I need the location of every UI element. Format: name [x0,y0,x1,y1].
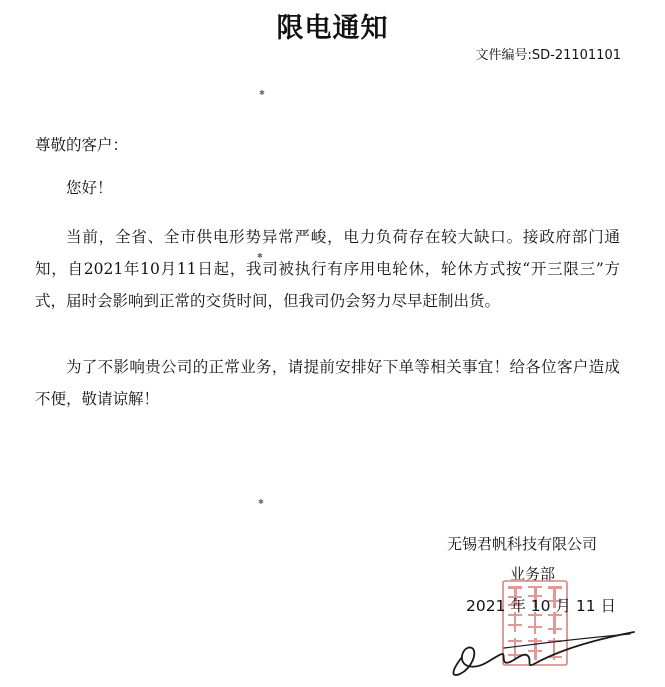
page-title: 限电通知 [276,13,389,44]
greeting: 您好！ [66,179,113,197]
department-name: 业务部 [510,565,556,583]
paragraph-notice: 当前，全省、全市供电形势异常严峻，电力负荷存在较大缺口。接政府部门通知，自2021年10月11日起，我司被执行有序用电轮休，轮休方式按“开三限三”方式，届时会影响到正常的交货时间，但我司仍会努力尽早赶制出货。 [35,228,620,310]
scan-speck: ✱ [259,89,265,97]
scan-speck: ✱ [258,498,264,506]
letter-date: 2021 年 10 月 11 日 [466,597,617,615]
salutation: 尊敬的客户： [35,136,129,154]
document-number: 文件编号:SD-21101101 [475,48,621,63]
company-name: 无锡君帆科技有限公司 [447,535,598,553]
scan-speck: ✱ [257,252,263,260]
paragraph-request: 为了不影响贵公司的正常业务，请提前安排好下单等相关事宜！给各位客户造成不便，敬请谅解！ [35,358,620,408]
handwritten-signature [442,612,642,682]
